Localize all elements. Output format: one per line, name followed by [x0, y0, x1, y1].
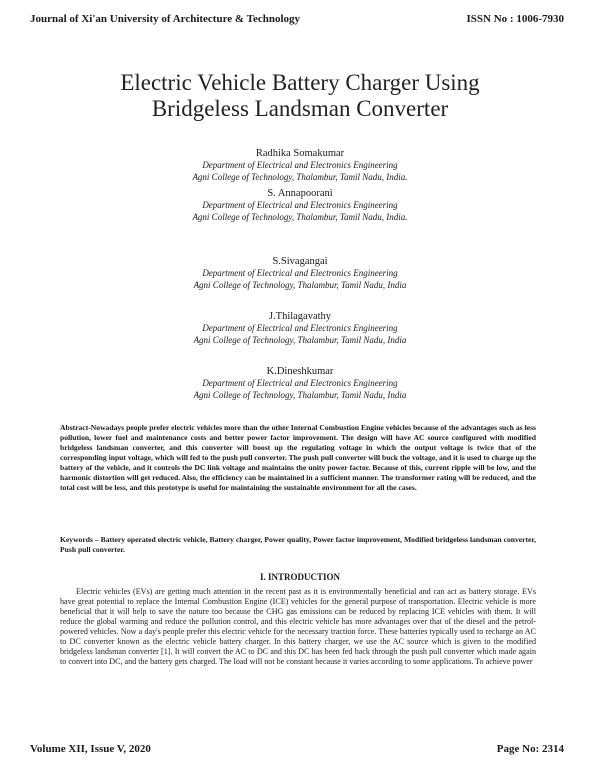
author-name: S. Annapoorani: [267, 188, 333, 199]
author-block-2: [0, 187, 600, 223]
paper-title: [0, 70, 600, 122]
author-college: Agni College of Technology, Thalambur, Tamil Nadu, India: [193, 279, 407, 290]
page-number: Page No: 2314: [496, 743, 564, 755]
author-block-3: [0, 255, 600, 291]
author-college: Agni College of Technology, Thalambur, Tamil Nadu, India.: [192, 211, 408, 222]
author-department: Department of Electrical and Electronics Engineering: [202, 160, 398, 170]
introduction-paragraph: Electric vehicles (EVs) are getting much attention in the recent past as it is environmentally beneficial and can act as battery storage. EVs have great potential to replace the Internal Combustion Engine (ICE) vehicles for the general purpose of transportation. Electric vehicle is more beneficial that it will help to save the nature too because the CHG gas emissions can be reduced by replacing ICE vehicles with them. It will reduce the global warming and reduce the pollution control, and this electric vehicle has more advantages over that of the diesel and the petrol-powered vehicles. Now a day's people prefer this electric vehicle for the necessary traction force. These batteries typically used to recharge an AC to DC converter known as the electric vehicle battery charger. In this battery charger, we use the AC source which is given to the modified bridgeless landsman converter [1]. It will convert the AC to DC and this DC has been fed back through the push pull converter which made again to convert into DC, and the battery gets charged. The load will not be constant because it varies according to some applications. To achieve power: [60, 587, 536, 667]
author-name: K.Dineshkumar: [266, 366, 334, 377]
keywords-paragraph: Keywords – Battery operated electric vehicle, Battery charger, Power quality, Power factor improvement, Modified bridgeless landsman converter, Push pull converter.: [60, 535, 536, 554]
author-college: Agni College of Technology, Thalambur, Tamil Nadu, India.: [192, 171, 408, 182]
volume-issue: Volume XII, Issue V, 2020: [30, 743, 151, 755]
abstract-paragraph: Abstract-Nowadays people prefer electric vehicles more than the other Internal Combustion Engine vehicles because of the advantages such as less pollution, lower fuel and maintenance costs and better power factor improvement. The design will have AC source configured with modified bridgeless landsman converter, and this converter will boost up the regulating voltage in which the output voltage is twice that of the corresponding input voltage, which will fed to the push pull converter. The push pull converter will buck the voltage, and it is used to charge up the battery of the vehicle, and it controls the DC link voltage and maintains the unity power factor. Because of this, current ripple will be low, and the harmonic distortion will get reduced. Also, the efficiency can be maintained in a sufficient manner. The transformer rating will be reduced, and the total cost will be less, and this prototype is useful for maintaining the sustainable environment for all the cases.: [60, 423, 536, 492]
author-college: Agni College of Technology, Thalambur, Tamil Nadu, India: [193, 389, 407, 400]
paper-title-line-1: Electric Vehicle Battery Charger Using: [120, 70, 480, 95]
author-block-4: [0, 310, 600, 346]
author-name: S.Sivagangai: [272, 256, 328, 267]
author-block-5: [0, 365, 600, 401]
author-department: Department of Electrical and Electronics Engineering: [202, 268, 398, 278]
author-college: Agni College of Technology, Thalambur, Tamil Nadu, India: [193, 334, 407, 345]
author-department: Department of Electrical and Electronics Engineering: [202, 323, 398, 333]
journal-name: Journal of Xi'an University of Architecture & Technology: [30, 13, 301, 25]
author-name: Radhika Somakumar: [255, 148, 345, 159]
author-department: Department of Electrical and Electronics Engineering: [202, 378, 398, 388]
author-name: J.Thilagavathy: [268, 311, 332, 322]
author-block-1: [0, 147, 600, 183]
paper-title-line-2: Bridgeless Landsman Converter: [151, 96, 449, 121]
issn-number: ISSN No : 1006-7930: [466, 13, 564, 25]
section-heading: I. INTRODUCTION: [259, 572, 340, 582]
author-department: Department of Electrical and Electronics Engineering: [202, 200, 398, 210]
